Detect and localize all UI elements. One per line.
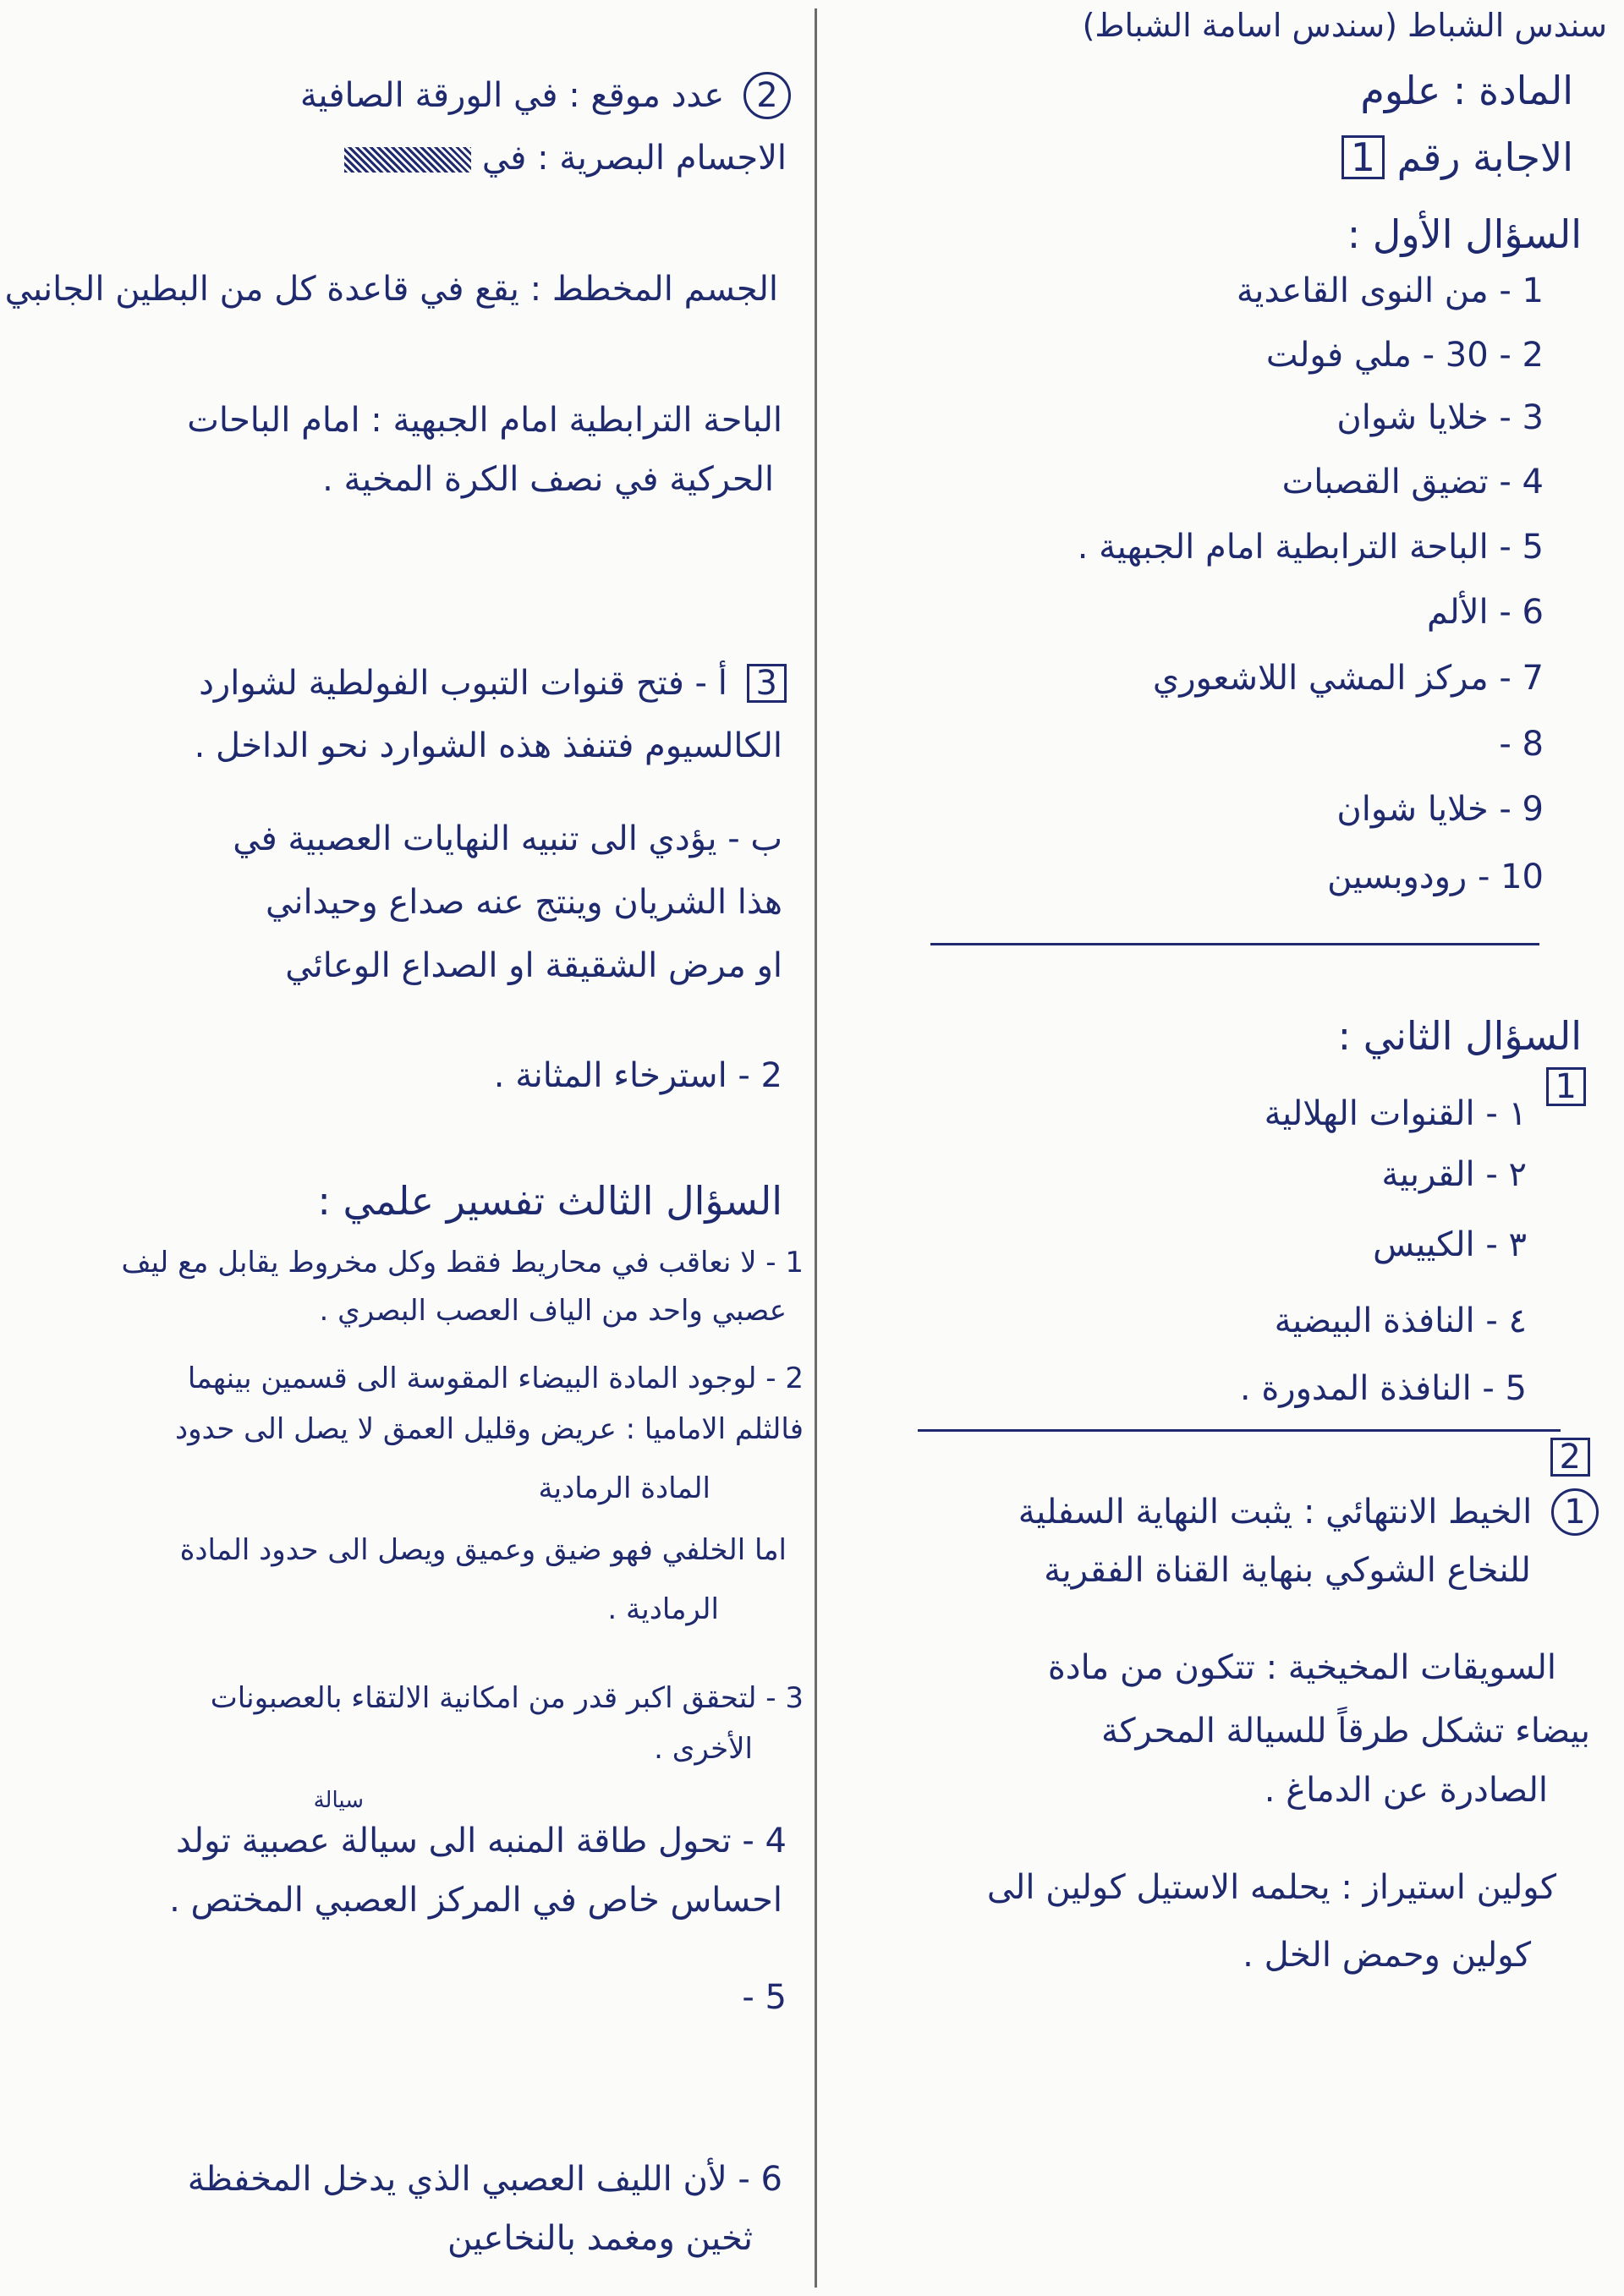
q3-line: 5 -: [742, 1978, 787, 2017]
q2-part1-item: ٤ - النافذة البيضية: [1274, 1301, 1527, 1340]
q2-part2-label: 2: [1542, 1438, 1590, 1477]
q2-sub2-line: بيضاء تشكل طرقاً للسيالة المحركة: [1101, 1712, 1590, 1751]
q3-line: 3 - لتحقق اكبر قدر من امكانية الالتقاء بالعصبونات: [210, 1681, 804, 1715]
q3-part-line: الكالسيوم فتنفذ هذه الشوارد نحو الداخل .: [194, 726, 782, 765]
q1-item: 5 - الباحة الترابطية امام الجبهية .: [1077, 528, 1544, 567]
q2-sub3-line: كولين وحمض الخل .: [1243, 1936, 1531, 1975]
q1-item: 6 - الألم: [1426, 593, 1544, 632]
q3-title: السؤال الثالث تفسير علمي :: [317, 1178, 782, 1224]
form-prefix: الاجابة رقم: [1396, 134, 1573, 180]
q2-cont-line: الجسم المخطط : يقع في قاعدة كل من البطين الجانبي: [4, 270, 778, 309]
q3-part-line: ب - يؤدي الى تنبيه النهايات العصبية في: [233, 819, 782, 858]
q3-line: فالثلم الاماميا : عريض وقليل العمق لا يصل الى حدود: [174, 1412, 804, 1446]
q2-part1-item: ٣ - الكييس: [1373, 1225, 1527, 1264]
q1-item: 2 - 30 - ملي فولت: [1265, 336, 1544, 375]
q3-line: 4 - تحول طاقة المنبه الى سيالة عصبية تولد: [175, 1822, 787, 1860]
q2-part1-label: 1: [1538, 1067, 1586, 1106]
q3-line: ثخين ومغمد بالنخاعين: [447, 2219, 753, 2258]
q3-line: اما الخلفي فهو ضيق وعميق ويصل الى حدود المادة: [179, 1533, 787, 1567]
column-divider: [815, 8, 817, 2288]
q2-cont-line: الباحة الترابطية امام الجبهية : امام الباحات: [187, 401, 782, 440]
q1-item: 8 -: [1499, 725, 1544, 764]
q1-item: 10 - رودوبسين: [1327, 858, 1544, 896]
q3-part-line: 2 - استرخاء المثانة .: [493, 1056, 782, 1095]
q2-part1-item: ١ - القنوات الهلالية: [1264, 1094, 1527, 1133]
q3-part-line: او مرض الشقيقة او الصداع الوعائي: [285, 946, 782, 985]
q2-cont-line: 2 عدد موقع : في الورقة الصافية: [300, 72, 791, 119]
q1-item: 9 - خلايا شوان: [1336, 790, 1544, 829]
q2-cont-label: 2: [743, 72, 791, 119]
q3-line: 1 - لا نعاقب في محاريط فقط وكل مخروط يقابل مع ليف: [121, 1246, 804, 1280]
q3-line: عصبي واحد من الياف العصب البصري .: [319, 1294, 787, 1328]
q2-cont-line: الحركية في نصف الكرة المخية .: [322, 460, 774, 499]
q1-item: 3 - خلايا شوان: [1336, 398, 1544, 437]
q2-sub2-line: السويقات المخيخية : تتكون من مادة: [1047, 1648, 1556, 1687]
q1-item: 4 - تضيق القصبات: [1281, 463, 1544, 501]
q3-correction: سيالة: [313, 1788, 364, 1813]
q2-sub3-line: كولين استيراز : يحلمه الاستيل كولين الى: [986, 1868, 1556, 1907]
q3-part-label: 3: [747, 664, 787, 703]
q2-sub1-line: 1 الخيط الانتهائي : يثبت النهاية السفلية: [1018, 1488, 1599, 1536]
q2-title: السؤال الثاني :: [1337, 1013, 1582, 1059]
q3-line: الأخرى .: [654, 1732, 753, 1766]
q3-part-line: 3 أ - فتح قنوات التبوب الفولطية لشوارد: [199, 664, 787, 703]
subject-line: المادة : علوم: [1360, 68, 1573, 113]
q2-part1-item: 5 - النافذة المدورة .: [1239, 1369, 1527, 1408]
q2-cont-line: الاجسام البصرية : في: [344, 140, 787, 177]
q2-sub2-line: الصادرة عن الدماغ .: [1264, 1771, 1548, 1810]
q3-line: 2 - لوجود المادة البيضاء المقوسة الى قسمين بينهما: [187, 1362, 804, 1395]
q1-item: 1 - من النوى القاعدية: [1236, 271, 1544, 310]
q2-sub1-label: 1: [1551, 1488, 1599, 1536]
q1-title: السؤال الأول :: [1347, 211, 1582, 257]
form-number-box: 1: [1341, 135, 1385, 179]
q3-line: الرمادية .: [607, 1592, 719, 1626]
left-column: [4, 0, 804, 2296]
q3-line: احساس خاص في المركز العصبي المختص .: [169, 1881, 782, 1920]
q1-item: 7 - مركز المشي اللاشعوري: [1152, 659, 1544, 698]
q2-part1-item: ٢ - القربية: [1381, 1155, 1527, 1194]
section-rule: [918, 1429, 1561, 1432]
q3-line: 6 - لأن الليف العصبي الذي يدخل المخفظة: [187, 2160, 782, 2199]
crossed-out-text: [344, 147, 471, 173]
q3-part-line: هذا الشريان وينتج عنه صداع وحيداني: [266, 883, 782, 922]
student-name: سندس الشباط (سندس اسامة الشباط): [1082, 7, 1607, 44]
section-rule: [930, 943, 1539, 945]
q2-sub1-line: للنخاع الشوكي بنهاية القناة الفقرية: [1044, 1551, 1531, 1590]
form-number-line: [1333, 135, 1573, 179]
q3-line: المادة الرمادية: [538, 1471, 710, 1505]
right-column: [829, 0, 1607, 2296]
